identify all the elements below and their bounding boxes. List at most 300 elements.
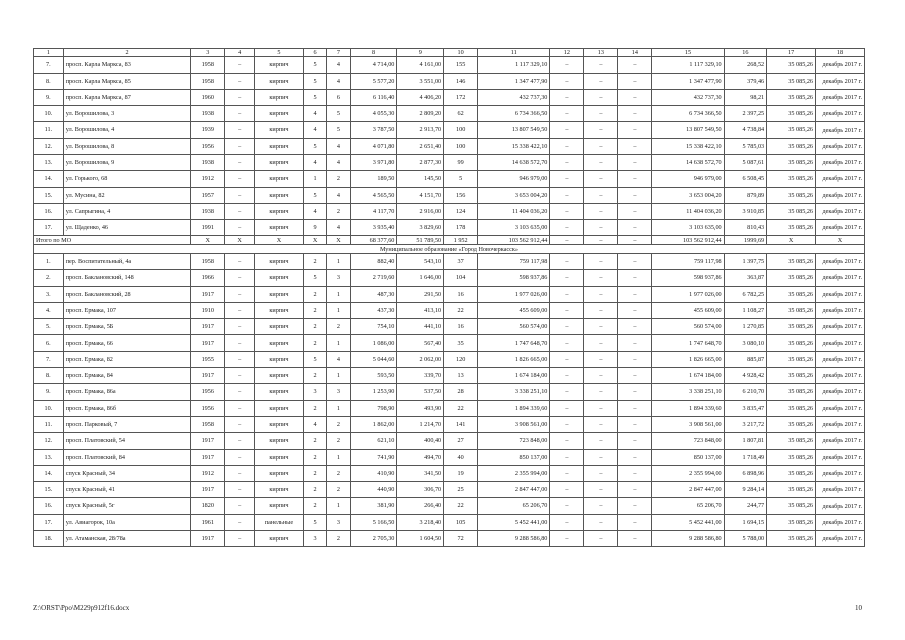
table-cell: ул. Щаденко, 46: [63, 220, 191, 236]
column-number-cell: 4: [225, 49, 255, 57]
table-cell: 1: [327, 368, 350, 384]
table-cell: просп. Баклановский, 148: [63, 270, 191, 286]
table-cell: 1938: [191, 203, 225, 219]
table-cell: 22: [444, 498, 478, 514]
table-cell: ул. Сапрыгина, 4: [63, 203, 191, 219]
total-cell: 103 562 912,44: [478, 236, 550, 245]
table-cell: –: [584, 203, 618, 219]
table-cell: –: [618, 187, 652, 203]
table-cell: –: [618, 171, 652, 187]
table-cell: 598 937,86: [478, 270, 550, 286]
table-cell: 6 734 366,50: [478, 106, 550, 122]
table-cell: –: [550, 416, 584, 432]
table-cell: 1991: [191, 220, 225, 236]
table-cell: 5: [303, 270, 326, 286]
table-cell: 560 574,00: [652, 319, 724, 335]
table-cell: 455 609,00: [478, 302, 550, 318]
table-cell: кирпич: [255, 368, 304, 384]
table-cell: –: [584, 433, 618, 449]
table-cell: 1 977 026,00: [478, 286, 550, 302]
table-cell: –: [225, 514, 255, 530]
table-cell: –: [584, 465, 618, 481]
column-number-row: [34, 49, 865, 57]
table-cell: 3 338 251,10: [652, 384, 724, 400]
table-cell: 9: [303, 220, 326, 236]
table-cell: 4: [327, 220, 350, 236]
table-cell: 1917: [191, 433, 225, 449]
table-cell: 11.: [34, 416, 64, 432]
table-cell: –: [618, 106, 652, 122]
table-cell: просп. Карла Маркса, 83: [63, 57, 191, 73]
table-cell: –: [225, 482, 255, 498]
total-cell: –: [550, 236, 584, 245]
table-cell: 759 117,98: [652, 253, 724, 269]
table-cell: 4: [303, 154, 326, 170]
table-cell: –: [584, 286, 618, 302]
table-cell: 15 338 422,10: [652, 138, 724, 154]
table-cell: –: [550, 400, 584, 416]
table-cell: 4 151,70: [397, 187, 444, 203]
table-cell: 2: [303, 286, 326, 302]
table-cell: 946 979,00: [478, 171, 550, 187]
table-cell: 2: [303, 449, 326, 465]
table-cell: 850 137,00: [478, 449, 550, 465]
table-cell: 11 404 036,20: [652, 203, 724, 219]
table-cell: –: [618, 514, 652, 530]
table-cell: –: [584, 106, 618, 122]
table-cell: декабрь 2017 г.: [816, 286, 865, 302]
table-cell: 3 835,47: [724, 400, 767, 416]
table-cell: 3 103 635,00: [652, 220, 724, 236]
table-cell: 35 085,26: [767, 384, 816, 400]
section-title-row: [34, 245, 865, 254]
table-cell: –: [550, 351, 584, 367]
table-cell: –: [550, 73, 584, 89]
table-cell: –: [550, 514, 584, 530]
table-cell: 2: [327, 465, 350, 481]
table-cell: 598 937,86: [652, 270, 724, 286]
table-cell: 2: [303, 400, 326, 416]
table-cell: 882,40: [350, 253, 397, 269]
table-cell: 1 894 339,60: [652, 400, 724, 416]
table-cell: 17.: [34, 220, 64, 236]
table-cell: 35 085,26: [767, 368, 816, 384]
table-cell: декабрь 2017 г.: [816, 253, 865, 269]
table-cell: кирпич: [255, 449, 304, 465]
table-cell: –: [225, 384, 255, 400]
table-cell: 3: [327, 270, 350, 286]
housing-repair-table: [33, 48, 865, 547]
table-cell: 723 848,00: [652, 433, 724, 449]
table-cell: –: [225, 187, 255, 203]
table-cell: кирпич: [255, 286, 304, 302]
table-cell: 35 085,26: [767, 319, 816, 335]
table-cell: –: [618, 498, 652, 514]
table-cell: 759 117,98: [478, 253, 550, 269]
table-cell: 754,10: [350, 319, 397, 335]
table-cell: 1910: [191, 302, 225, 318]
table-cell: 14.: [34, 171, 64, 187]
table-cell: 1961: [191, 514, 225, 530]
table-cell: спуск Красный, 5г: [63, 498, 191, 514]
table-cell: 99: [444, 154, 478, 170]
table-cell: 2 916,00: [397, 203, 444, 219]
table-cell: 2: [303, 498, 326, 514]
table-cell: просп. Платовский, 84: [63, 449, 191, 465]
table-cell: –: [550, 498, 584, 514]
table-cell: кирпич: [255, 335, 304, 351]
table-cell: 13 807 549,50: [652, 122, 724, 138]
table-cell: 4: [303, 203, 326, 219]
table-cell: декабрь 2017 г.: [816, 514, 865, 530]
table-cell: 5 577,20: [350, 73, 397, 89]
table-cell: ул. Горького, 68: [63, 171, 191, 187]
table-cell: –: [225, 449, 255, 465]
table-row: [34, 368, 865, 384]
table-cell: ул. Ворошилова, 3: [63, 106, 191, 122]
table-cell: 1 646,00: [397, 270, 444, 286]
table-cell: –: [618, 531, 652, 547]
table-cell: 1957: [191, 187, 225, 203]
table-cell: 560 574,00: [478, 319, 550, 335]
table-cell: 16: [444, 319, 478, 335]
table-cell: 14.: [34, 465, 64, 481]
table-cell: 6.: [34, 335, 64, 351]
table-cell: 2: [327, 203, 350, 219]
table-cell: спуск Красный, 41: [63, 482, 191, 498]
table-row: [34, 433, 865, 449]
table-cell: 1: [303, 171, 326, 187]
table-cell: –: [618, 302, 652, 318]
table-cell: 1 214,70: [397, 416, 444, 432]
table-cell: –: [550, 286, 584, 302]
table-cell: 4 055,30: [350, 106, 397, 122]
table-cell: –: [584, 73, 618, 89]
total-cell: X: [327, 236, 350, 245]
table-cell: –: [584, 482, 618, 498]
table-cell: 22: [444, 400, 478, 416]
table-cell: 4 714,00: [350, 57, 397, 73]
table-cell: кирпич: [255, 270, 304, 286]
table-cell: 4 406,20: [397, 89, 444, 105]
table-cell: –: [584, 57, 618, 73]
table-cell: –: [618, 220, 652, 236]
table-cell: –: [584, 171, 618, 187]
table-cell: –: [618, 154, 652, 170]
table-cell: 62: [444, 106, 478, 122]
table-cell: 6: [327, 89, 350, 105]
table-row: [34, 220, 865, 236]
table-cell: 40: [444, 449, 478, 465]
table-cell: 5: [303, 138, 326, 154]
table-cell: просп. Баклановский, 28: [63, 286, 191, 302]
table-row: [34, 351, 865, 367]
table-cell: 5: [327, 122, 350, 138]
table-cell: –: [550, 449, 584, 465]
table-cell: 2 651,40: [397, 138, 444, 154]
table-cell: 35 085,26: [767, 286, 816, 302]
table-cell: 4 117,70: [350, 203, 397, 219]
table-cell: –: [584, 416, 618, 432]
table-cell: –: [618, 319, 652, 335]
table-cell: –: [225, 171, 255, 187]
table-cell: 13 807 549,50: [478, 122, 550, 138]
table-cell: –: [550, 465, 584, 481]
table-cell: 2 847 447,00: [478, 482, 550, 498]
table-cell: 2.: [34, 270, 64, 286]
table-cell: –: [618, 351, 652, 367]
column-number-cell: 1: [34, 49, 64, 57]
table-row: [34, 416, 865, 432]
table-row: [34, 57, 865, 73]
column-number-cell: 3: [191, 49, 225, 57]
table-cell: –: [225, 302, 255, 318]
table-cell: –: [618, 122, 652, 138]
table-cell: 120: [444, 351, 478, 367]
table-cell: 12.: [34, 138, 64, 154]
table-cell: кирпич: [255, 253, 304, 269]
table-cell: 3 218,40: [397, 514, 444, 530]
table-cell: –: [584, 187, 618, 203]
table-cell: 35 085,26: [767, 449, 816, 465]
table-cell: 1 674 184,00: [652, 368, 724, 384]
table-cell: 2: [327, 319, 350, 335]
table-cell: 1917: [191, 368, 225, 384]
table-cell: спуск Красный, 34: [63, 465, 191, 481]
table-cell: 2 705,30: [350, 531, 397, 547]
table-cell: ул. Ворошилова, 9: [63, 154, 191, 170]
table-cell: 35 085,26: [767, 514, 816, 530]
table-cell: 5 044,60: [350, 351, 397, 367]
table-row: [34, 138, 865, 154]
table-cell: –: [550, 203, 584, 219]
table-cell: –: [550, 220, 584, 236]
table-cell: 9.: [34, 89, 64, 105]
table-cell: –: [550, 171, 584, 187]
table-cell: кирпич: [255, 57, 304, 73]
table-cell: –: [225, 498, 255, 514]
table-cell: –: [618, 138, 652, 154]
table-cell: 1 397,75: [724, 253, 767, 269]
table-row: [34, 384, 865, 400]
table-cell: 244,77: [724, 498, 767, 514]
table-cell: просп. Ермака, 5Б: [63, 319, 191, 335]
table-cell: 341,50: [397, 465, 444, 481]
total-cell: X: [816, 236, 865, 245]
table-cell: –: [618, 286, 652, 302]
table-cell: –: [618, 449, 652, 465]
table-cell: ул. Атаманская, 28/78а: [63, 531, 191, 547]
table-cell: 879,89: [724, 187, 767, 203]
table-cell: 2 062,00: [397, 351, 444, 367]
table-cell: –: [225, 286, 255, 302]
table-cell: декабрь 2017 г.: [816, 384, 865, 400]
table-cell: декабрь 2017 г.: [816, 400, 865, 416]
table-cell: 9 288 586,80: [478, 531, 550, 547]
table-cell: 268,52: [724, 57, 767, 73]
table-cell: кирпич: [255, 89, 304, 105]
table-cell: –: [618, 433, 652, 449]
table-cell: декабрь 2017 г.: [816, 270, 865, 286]
table-cell: 7.: [34, 57, 64, 73]
table-cell: 5 452 441,00: [478, 514, 550, 530]
table-row: [34, 514, 865, 530]
table-cell: –: [225, 416, 255, 432]
table-row: [34, 319, 865, 335]
total-cell: 103 562 912,44: [652, 236, 724, 245]
table-cell: 1: [327, 302, 350, 318]
table-cell: 2: [327, 482, 350, 498]
table-row: [34, 187, 865, 203]
table-cell: 10.: [34, 106, 64, 122]
table-cell: 2 355 994,00: [478, 465, 550, 481]
table-cell: 2 913,70: [397, 122, 444, 138]
table-cell: 104: [444, 270, 478, 286]
table-cell: 1 694,15: [724, 514, 767, 530]
table-cell: декабрь 2017 г.: [816, 368, 865, 384]
table-cell: 16.: [34, 203, 64, 219]
table-cell: –: [618, 416, 652, 432]
table-cell: пер. Воспитательный, 4а: [63, 253, 191, 269]
table-cell: кирпич: [255, 319, 304, 335]
table-cell: 2: [303, 253, 326, 269]
table-cell: просп. Ермака, 84: [63, 368, 191, 384]
table-cell: 35 085,26: [767, 302, 816, 318]
table-cell: 3 338 251,10: [478, 384, 550, 400]
table-cell: 35 085,26: [767, 154, 816, 170]
table-cell: –: [225, 154, 255, 170]
table-cell: 65 206,70: [478, 498, 550, 514]
table-cell: 1966: [191, 270, 225, 286]
table-cell: кирпич: [255, 351, 304, 367]
table-cell: –: [584, 498, 618, 514]
column-number-cell: 14: [618, 49, 652, 57]
total-row: [34, 236, 865, 245]
table-cell: 1912: [191, 465, 225, 481]
table-cell: 98,21: [724, 89, 767, 105]
table-cell: 3 908 561,00: [652, 416, 724, 432]
table-cell: 1: [327, 335, 350, 351]
column-number-cell: 7: [327, 49, 350, 57]
table-cell: –: [225, 89, 255, 105]
document-table-wrapper: [33, 48, 865, 547]
table-cell: 4: [327, 73, 350, 89]
table-cell: 172: [444, 89, 478, 105]
table-cell: 14 638 572,70: [478, 154, 550, 170]
table-cell: –: [550, 335, 584, 351]
total-cell: X: [303, 236, 326, 245]
table-cell: 100: [444, 138, 478, 154]
table-cell: 1: [327, 498, 350, 514]
table-cell: 1955: [191, 351, 225, 367]
table-cell: 15.: [34, 482, 64, 498]
table-cell: 4 161,00: [397, 57, 444, 73]
table-cell: –: [618, 203, 652, 219]
table-cell: –: [550, 253, 584, 269]
table-cell: –: [225, 351, 255, 367]
table-cell: –: [618, 270, 652, 286]
table-cell: 9.: [34, 384, 64, 400]
table-cell: 5: [303, 514, 326, 530]
table-cell: 18.: [34, 531, 64, 547]
table-cell: 1958: [191, 253, 225, 269]
table-row: [34, 154, 865, 170]
table-cell: 15.: [34, 187, 64, 203]
table-cell: –: [618, 89, 652, 105]
table-cell: кирпич: [255, 138, 304, 154]
table-cell: декабрь 2017 г.: [816, 122, 865, 138]
table-cell: кирпич: [255, 384, 304, 400]
table-cell: 2: [303, 368, 326, 384]
table-cell: декабрь 2017 г.: [816, 531, 865, 547]
table-cell: декабрь 2017 г.: [816, 482, 865, 498]
table-row: [34, 400, 865, 416]
table-cell: 3 908 561,00: [478, 416, 550, 432]
table-cell: просп. Платовский, 54: [63, 433, 191, 449]
table-cell: 1 747 648,70: [652, 335, 724, 351]
table-cell: –: [584, 335, 618, 351]
table-cell: –: [550, 122, 584, 138]
table-cell: кирпич: [255, 122, 304, 138]
table-cell: ул. Ворошилова, 4: [63, 122, 191, 138]
table-cell: 2 397,25: [724, 106, 767, 122]
table-cell: 2 355 994,00: [652, 465, 724, 481]
table-cell: 35 085,26: [767, 416, 816, 432]
table-row: [34, 253, 865, 269]
table-cell: –: [550, 138, 584, 154]
table-cell: –: [550, 57, 584, 73]
table-cell: 4: [327, 57, 350, 73]
table-cell: 2: [327, 416, 350, 432]
table-cell: 1917: [191, 449, 225, 465]
table-cell: декабрь 2017 г.: [816, 465, 865, 481]
table-cell: –: [584, 384, 618, 400]
table-cell: 3: [303, 384, 326, 400]
table-cell: 35 085,26: [767, 270, 816, 286]
table-cell: 35 085,26: [767, 253, 816, 269]
table-cell: 3 910,85: [724, 203, 767, 219]
table-row: [34, 171, 865, 187]
column-number-cell: 18: [816, 49, 865, 57]
table-cell: декабрь 2017 г.: [816, 138, 865, 154]
table-cell: 17.: [34, 514, 64, 530]
table-cell: 4: [327, 154, 350, 170]
column-number-cell: 10: [444, 49, 478, 57]
column-number-cell: 2: [63, 49, 191, 57]
table-cell: ул. Мусина, 82: [63, 187, 191, 203]
table-cell: 22: [444, 302, 478, 318]
table-cell: 4 738,84: [724, 122, 767, 138]
table-cell: 35 085,26: [767, 400, 816, 416]
table-cell: декабрь 2017 г.: [816, 171, 865, 187]
total-cell: X: [191, 236, 225, 245]
table-cell: 1 826 665,00: [478, 351, 550, 367]
table-cell: декабрь 2017 г.: [816, 106, 865, 122]
table-row: [34, 106, 865, 122]
table-cell: 35 085,26: [767, 89, 816, 105]
table-cell: –: [618, 335, 652, 351]
table-cell: 432 737,30: [478, 89, 550, 105]
table-cell: –: [225, 203, 255, 219]
table-cell: –: [225, 253, 255, 269]
table-cell: 4: [303, 122, 326, 138]
table-cell: 1: [327, 400, 350, 416]
table-cell: 11 404 036,20: [478, 203, 550, 219]
table-cell: 4.: [34, 302, 64, 318]
table-cell: –: [584, 89, 618, 105]
table-cell: 487,30: [350, 286, 397, 302]
table-cell: 1 807,81: [724, 433, 767, 449]
